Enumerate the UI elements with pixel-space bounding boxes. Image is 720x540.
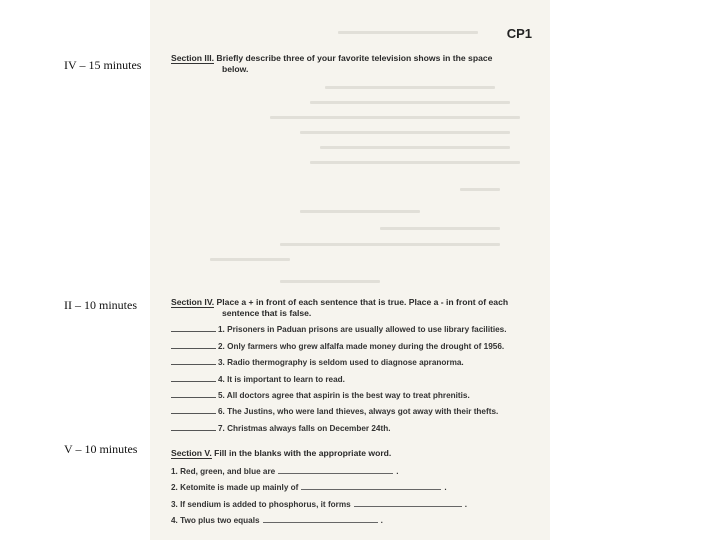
- fill-blank-item: [171, 481, 541, 492]
- answer-blank[interactable]: [171, 373, 216, 382]
- section-iii-instruction-line2: below.: [222, 64, 249, 74]
- answer-blank[interactable]: [171, 389, 216, 398]
- section-iv-heading: [171, 297, 541, 319]
- section-iv-instruction-line1: Place a + in front of each sentence that is true. Place a - in front of each: [216, 297, 509, 307]
- prompt-text: 3. If sendium is added to phosphorus, it forms: [171, 500, 351, 509]
- prompt-end: .: [380, 516, 383, 525]
- answer-blank[interactable]: [171, 323, 216, 332]
- section-iii-instruction-line1: Briefly describe three of your favorite television shows in the space: [216, 53, 493, 63]
- true-false-item: [171, 389, 546, 400]
- scanned-worksheet: [150, 0, 550, 540]
- section-iii-heading: [171, 53, 541, 75]
- section-v-instruction: Fill in the blanks with the appropriate word.: [214, 448, 392, 458]
- fill-blank-item: [171, 465, 541, 476]
- prompt-text: 4. Two plus two equals: [171, 516, 260, 525]
- prompt-end: .: [444, 483, 447, 492]
- document-code: CP1: [506, 26, 532, 41]
- true-false-item: [171, 356, 546, 367]
- prompt-text: 2. Ketomite is made up mainly of: [171, 483, 299, 492]
- prompt-end: .: [396, 467, 399, 476]
- answer-blank[interactable]: [171, 422, 216, 431]
- answer-blank[interactable]: [171, 340, 216, 349]
- section-iv-instruction-line2: sentence that is false.: [222, 308, 312, 318]
- fill-blank-item: [171, 498, 541, 509]
- fill-blank-item: [171, 514, 541, 525]
- answer-blank[interactable]: [171, 356, 216, 365]
- statement-text: 1. Prisoners in Paduan prisons are usually allowed to use library facilities.: [218, 325, 507, 334]
- section-iii-label: Section III.: [171, 53, 214, 63]
- statement-text: 3. Radio thermography is seldom used to diagnose apranorma.: [218, 358, 464, 367]
- answer-blank[interactable]: [171, 405, 216, 414]
- section-v-label: Section V.: [171, 448, 212, 458]
- section-v-heading: [171, 448, 541, 459]
- true-false-item: [171, 422, 546, 433]
- true-false-item: [171, 323, 546, 334]
- answer-blank[interactable]: [263, 514, 378, 523]
- statement-text: 5. All doctors agree that aspirin is the best way to treat phrenitis.: [218, 391, 470, 400]
- answer-blank[interactable]: [301, 481, 441, 490]
- section-iv-label: Section IV.: [171, 297, 215, 307]
- statement-text: 6. The Justins, who were land thieves, always got away with their thefts.: [218, 407, 499, 416]
- answer-blank[interactable]: [354, 498, 462, 507]
- prompt-end: .: [464, 500, 467, 509]
- statement-text: 2. Only farmers who grew alfalfa made money during the drought of 1956.: [218, 342, 505, 351]
- time-label-section-iv: IV – 15 minutes: [64, 58, 142, 72]
- true-false-item: [171, 405, 546, 416]
- time-label-section-v: V – 10 minutes: [64, 442, 138, 456]
- time-label-section-ii: II – 10 minutes: [64, 298, 137, 312]
- true-false-item: [171, 373, 546, 384]
- true-false-item: [171, 340, 546, 351]
- statement-text: 4. It is important to learn to read.: [218, 375, 345, 384]
- answer-blank[interactable]: [278, 465, 393, 474]
- statement-text: 7. Christmas always falls on December 24th.: [218, 424, 391, 433]
- prompt-text: 1. Red, green, and blue are: [171, 467, 276, 476]
